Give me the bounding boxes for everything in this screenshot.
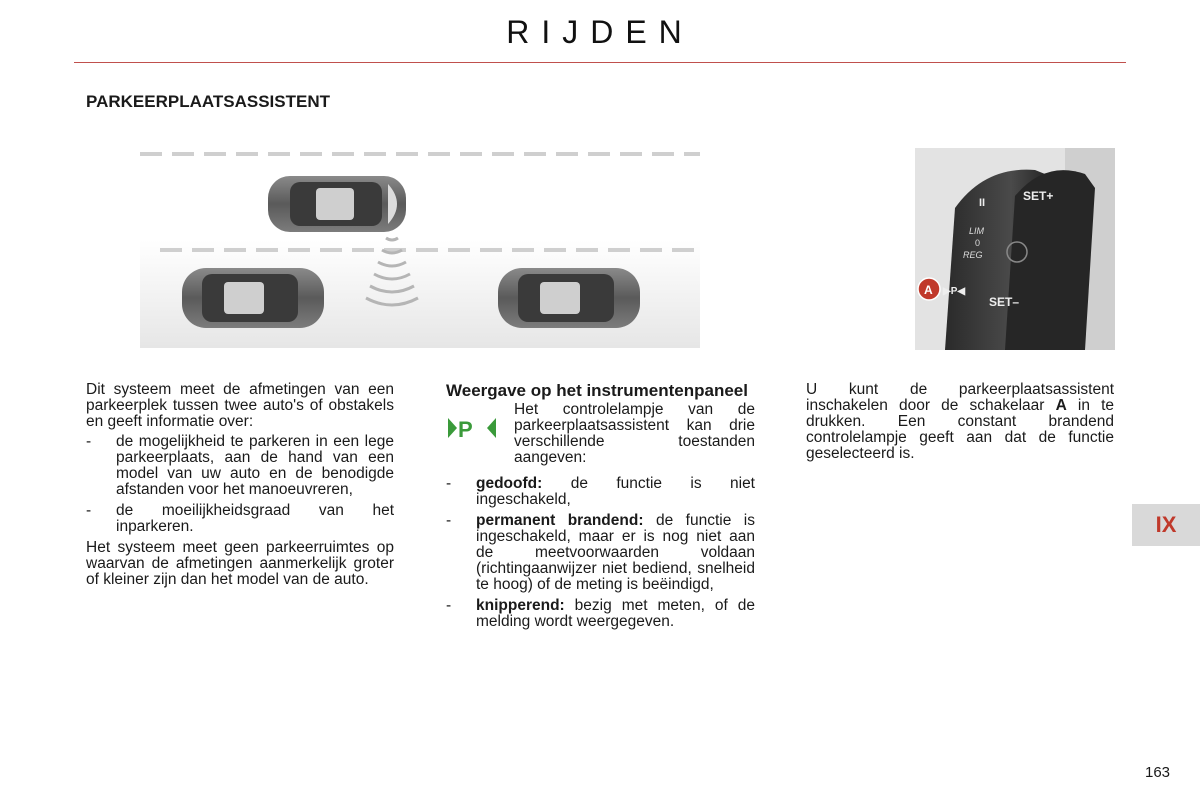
reg-label: REG: [963, 250, 983, 260]
chapter-tab: IX: [1132, 504, 1200, 546]
states-list: [446, 476, 755, 630]
activation-column: [806, 382, 1114, 462]
indicator-description: Het controlelampje van de parkeerplaatsassistent kan drie verschillende toestanden aangeven:: [514, 401, 755, 466]
callout-a-letter: A: [924, 283, 933, 297]
page-number: 163: [1145, 764, 1171, 781]
set-plus-label: SET+: [1023, 189, 1054, 203]
list-item: - de mogelijkheid te parkeren in een lege parkeerplaats, aan de hand van een model van uw auto en de benodigde afstanden voor het manoeuvreren,: [86, 434, 394, 498]
state-term: gedoofd:: [476, 475, 543, 492]
subsection-title: Weergave op het instrumentenpaneel: [446, 381, 748, 400]
state-term: knipperend:: [476, 597, 565, 614]
list-item: [446, 598, 755, 630]
state-description: de functie is niet ingeschakeld,: [476, 475, 755, 508]
indicator-block: [446, 402, 755, 466]
display-column: [446, 382, 755, 635]
parked-car-right: [498, 268, 640, 328]
moving-car: [268, 176, 406, 232]
activation-text-start: U kunt de parkeerplaatsassistent inschakelen door de schakelaar: [806, 381, 1114, 414]
list-item: - de moeilijkheidsgraad van het inparkeren.: [86, 503, 394, 535]
parking-illustration: [140, 140, 700, 355]
zero-label: 0: [975, 238, 981, 248]
info-list: [86, 434, 394, 535]
state-description: de functie is ingeschakeld, maar er is nog niet aan de meetvoorwaarden voldaan (richtingaanwijzer niet bediend, snelheid te hoog) of de meting is beëindigd,: [476, 512, 755, 593]
header-divider: [74, 62, 1126, 63]
pause-label: II: [979, 197, 986, 209]
svg-text:P: P: [458, 417, 473, 440]
set-minus-label: SET–: [989, 295, 1020, 309]
switch-letter: A: [1055, 397, 1067, 414]
intro-column: [86, 382, 394, 588]
outro-paragraph: Het systeem meet geen parkeerruimtes op waarvan de afmetingen aanmerkelijk groter of kleiner zijn dan het model van de auto.: [86, 539, 394, 588]
state-description: bezig met meten, of de melding wordt weergegeven.: [476, 597, 755, 630]
speed-control-switch-illustration: [915, 148, 1115, 355]
list-item: [446, 513, 755, 593]
page-header-title: RIJDEN: [506, 14, 694, 50]
section-title: PARKEERPLAATSASSISTENT: [86, 92, 331, 111]
park-assist-button-label: ▶P◀: [943, 286, 966, 297]
lim-label: LIM: [969, 226, 985, 236]
activation-text-end: in te drukken. Een constant brandend controlelampje geeft aan dat de functie geselecteerd is.: [806, 397, 1114, 462]
state-term: permanent brandend:: [476, 512, 644, 529]
intro-paragraph: Dit systeem meet de afmetingen van een parkeerplek tussen twee auto's of obstakels en geeft informatie over:: [86, 381, 394, 430]
park-assist-indicator-icon: [448, 416, 496, 440]
activation-paragraph: [806, 382, 1114, 462]
list-item: [446, 476, 755, 508]
parked-car-left: [182, 268, 324, 328]
